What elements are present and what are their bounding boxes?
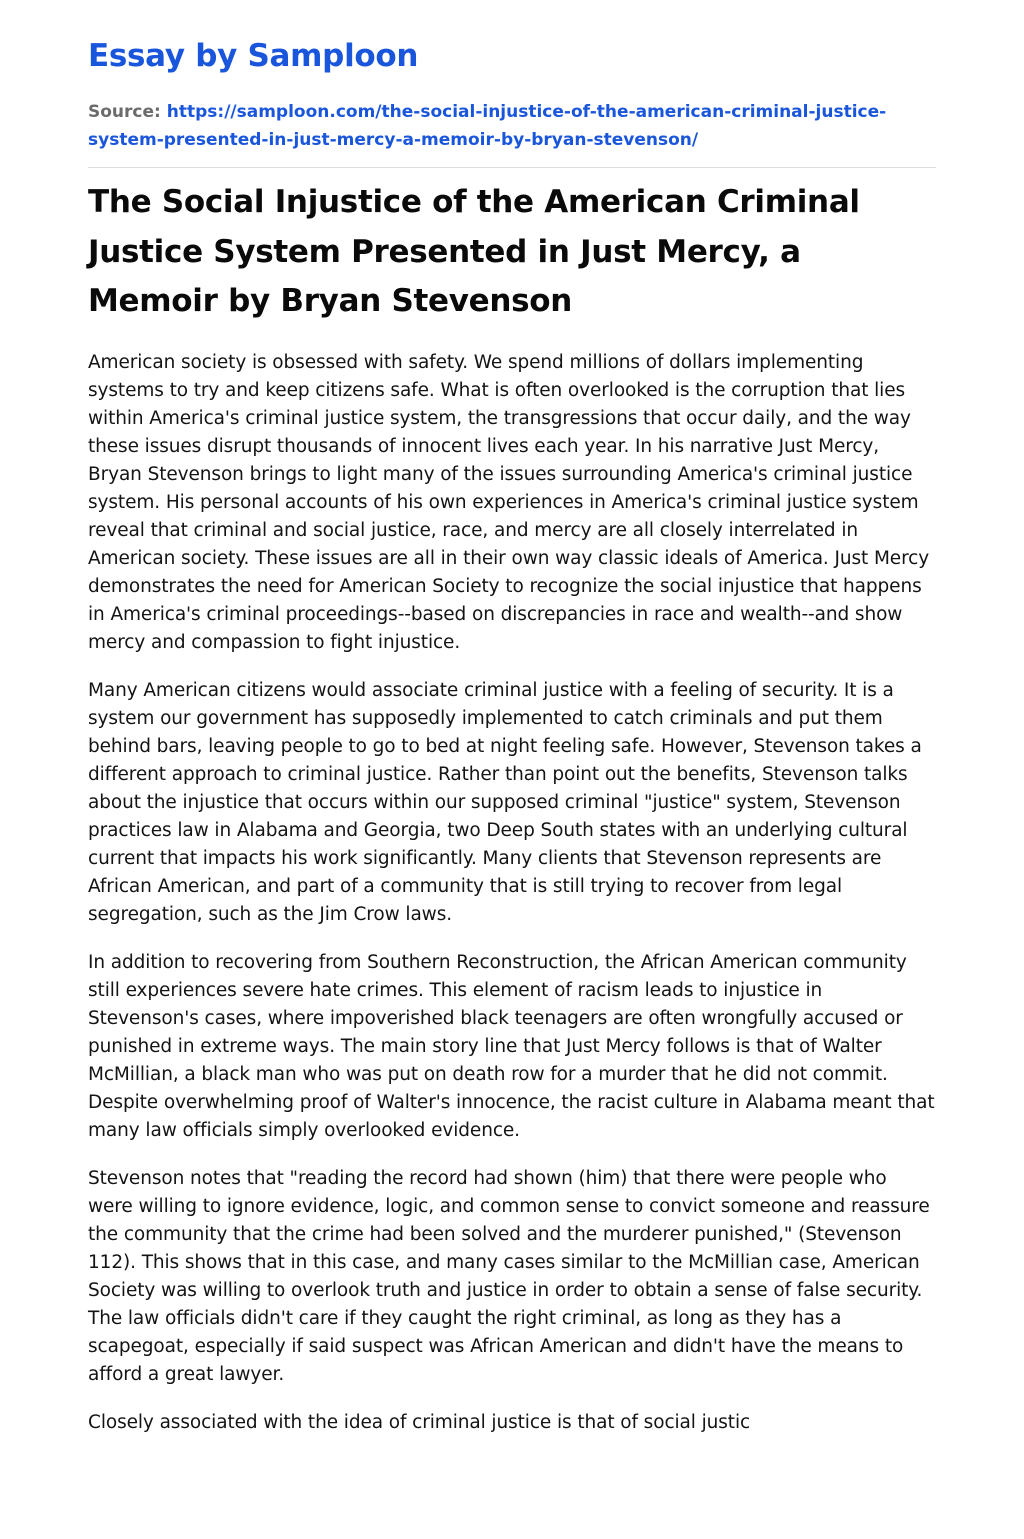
essay-page (88, 0, 936, 1457)
essay-title: The Social Injustice of the American Criminal Justice System Presented in Just Mercy, a Memoir by Bryan Stevenson (88, 184, 860, 319)
source-link[interactable]: https://samploon.com/the-social-injustice-of-the-american-criminal-justice-system-presented-in-just-mercy-a-memoir-by-bryan-stevenson/ (88, 102, 887, 150)
essay-paragraph-2: Many American citizens would associate criminal justice with a feeling of security. It is a system our government has supposedly implemented to catch criminals and put them behind bars, leaving people to go to bed at night feeling safe. However, Stevenson takes a different approach to criminal justice. Rather than point out the benefits, Stevenson talks about the injustice that occurs within our supposed criminal "justice" system, Stevenson practices law in Alabama and Georgia, two Deep South states with an underlying cultural current that impacts his work significantly. Many clients that Stevenson represents are African American, and part of a community that is still trying to recover from legal segregation, such as the Jim Crow laws. (88, 679, 922, 925)
source-line (88, 98, 936, 154)
essay-body (88, 349, 936, 1437)
header-divider (88, 167, 936, 168)
essay-paragraph-5: Closely associated with the idea of criminal justice is that of social justic (88, 1411, 751, 1433)
site-brand-title[interactable]: Essay by Samploon (88, 38, 419, 74)
essay-paragraph-3: In addition to recovering from Southern Reconstruction, the African American community still experiences severe hate crimes. This element of racism leads to injustice in Stevenson's cases, where impoverished black teenagers are often wrongfully accused or punished in extreme ways. The main story line that Just Mercy follows is that of Walter McMillian, a black man who was put on death row for a murder that he did not commit. Despite overwhelming proof of Walter's innocence, the racist culture in Alabama meant that many law officials simply overlooked evidence. (88, 951, 935, 1141)
essay-paragraph-1: American society is obsessed with safety. We spend millions of dollars implementing systems to try and keep citizens safe. What is often overlooked is the corruption that lies within America's criminal justice system, the transgressions that occur daily, and the way these issues disrupt thousands of innocent lives each year. In his narrative Just Mercy, Bryan Stevenson brings to light many of the issues surrounding America's criminal justice system. His personal accounts of his own experiences in America's criminal justice system reveal that criminal and social justice, race, and mercy are all closely interrelated in American society. These issues are all in their own way classic ideals of America. Just Mercy demonstrates the need for American Society to recognize the social injustice that happens in America's criminal proceedings--based on discrepancies in race and wealth--and show mercy and compassion to fight injustice. (88, 351, 930, 653)
essay-paragraph-4: Stevenson notes that "reading the record had shown (him) that there were people who were willing to ignore evidence, logic, and common sense to convict someone and reassure the community that the crime had been solved and the murderer punished," (Stevenson 112). This shows that in this case, and many cases similar to the McMillian case, American Society was willing to overlook truth and justice in order to obtain a sense of false security. The law officials didn't care if they caught the right criminal, as long as they has a scapegoat, especially if said suspect was African American and didn't have the means to afford a great lawyer. (88, 1167, 930, 1385)
source-label: Source: (88, 102, 161, 122)
